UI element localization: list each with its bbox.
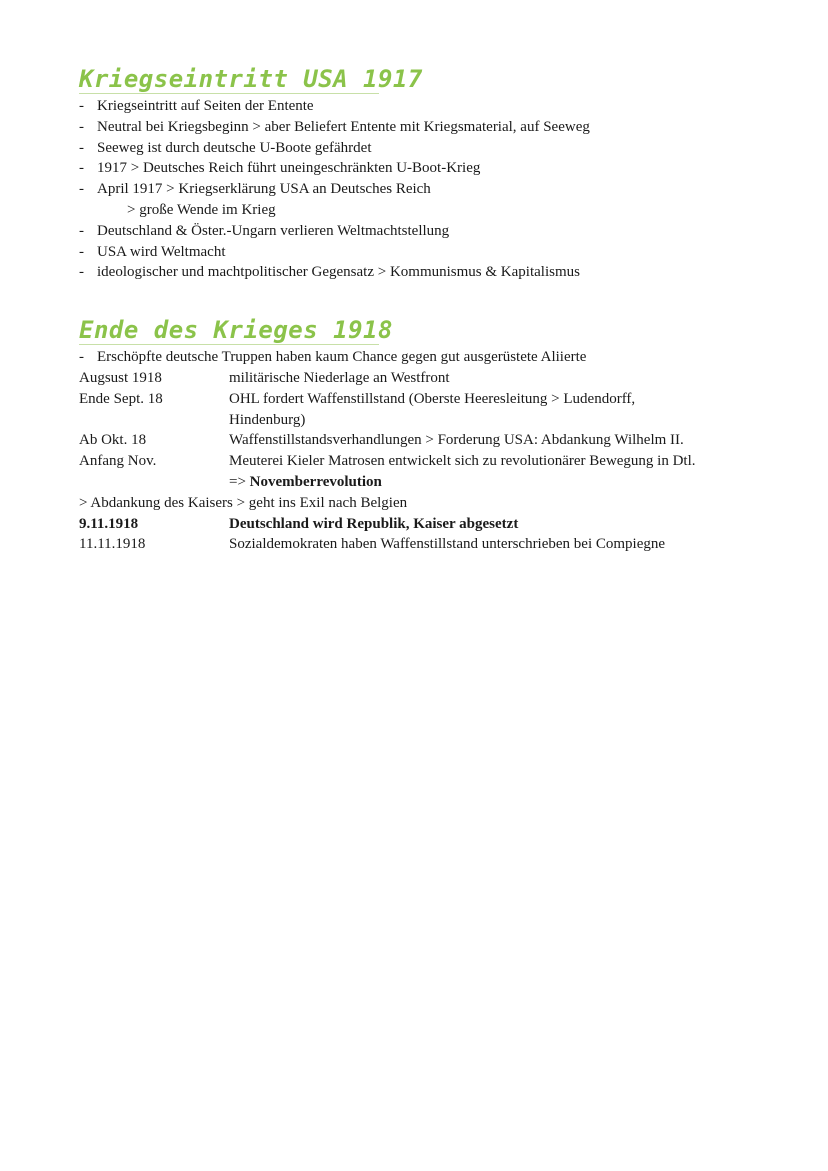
bullet-dash: - bbox=[79, 139, 84, 156]
bullet-text: USA wird Weltmacht bbox=[97, 243, 226, 260]
list-item bbox=[79, 117, 779, 138]
section2-heading: Ende des Krieges 1918 bbox=[79, 316, 393, 345]
timeline-row-republic bbox=[79, 514, 779, 535]
timeline-row bbox=[79, 451, 779, 493]
list-item bbox=[79, 96, 779, 117]
timeline-date: Ab Okt. 18 bbox=[79, 432, 147, 449]
section1-bullet-list-continued bbox=[79, 221, 779, 283]
bullet-text: Erschöpfte deutsche Truppen haben kaum Chance gegen gut ausgerüstete Aliierte bbox=[97, 349, 587, 366]
timeline-date: 9.11.1918 bbox=[79, 515, 139, 532]
bullet-dash: - bbox=[79, 181, 84, 198]
section-kriegseintritt bbox=[79, 62, 779, 283]
timeline-event: Sozialdemokraten haben Waffenstillstand unterschrieben bei Compiegne bbox=[229, 536, 666, 553]
timeline-row bbox=[79, 389, 779, 431]
list-item bbox=[79, 158, 779, 179]
timeline-row bbox=[79, 368, 779, 389]
list-item bbox=[79, 179, 779, 200]
timeline-event: OHL fordert Waffenstillstand (Oberste Heeresleitung > Ludendorff, bbox=[229, 390, 636, 407]
novemberrevolution-label: Novemberrevolution bbox=[249, 473, 382, 490]
list-item bbox=[79, 138, 779, 159]
list-item bbox=[79, 347, 779, 368]
bullet-text: Kriegseintritt auf Seiten der Entente bbox=[97, 98, 314, 114]
timeline-event: militärische Niederlage an Westfront bbox=[229, 369, 450, 386]
timeline-event: Deutschland wird Republik, Kaiser abgesetzt bbox=[229, 515, 519, 532]
timeline-event: Meuterei Kieler Matrosen entwickelt sich zu revolutionärer Bewegung in Dtl. bbox=[229, 453, 696, 470]
timeline-date: Augsust 1918 bbox=[79, 369, 162, 386]
bullet-text: 1917 > Deutsches Reich führt uneingeschränkten U-Boot-Krieg bbox=[97, 160, 481, 177]
list-item bbox=[79, 221, 779, 242]
bullet-dash: - bbox=[79, 118, 84, 135]
section1-heading: Kriegseintritt USA 1917 bbox=[79, 65, 423, 93]
timeline-event-block bbox=[229, 389, 779, 431]
bullet-text: April 1917 > Kriegserklärung USA an Deutsches Reich bbox=[97, 181, 431, 198]
list-item bbox=[79, 262, 779, 283]
bullet-dash: - bbox=[79, 160, 84, 177]
timeline-date: 11.11.1918 bbox=[79, 536, 146, 553]
timeline-date: Ende Sept. 18 bbox=[79, 390, 163, 407]
section-kriegsende bbox=[79, 313, 779, 555]
bullet-text: Deutschland & Öster.-Ungarn verlieren Weltmachtstellung bbox=[97, 222, 450, 239]
bullet-dash: - bbox=[79, 222, 84, 239]
timeline-date: Anfang Nov. bbox=[79, 453, 157, 470]
bullet-text: ideologischer und machtpolitischer Gegensatz > Kommunismus & Kapitalismus bbox=[97, 264, 580, 281]
timeline-event-block bbox=[229, 451, 779, 493]
abdankung-line: > Abdankung des Kaisers > geht ins Exil nach Belgien bbox=[79, 494, 408, 511]
list-item bbox=[79, 242, 779, 263]
bullet-text: Seeweg ist durch deutsche U-Boote gefährdet bbox=[97, 139, 372, 156]
bullet-dash: - bbox=[79, 349, 84, 366]
arrow-prefix: => bbox=[229, 473, 250, 490]
bullet-dash: - bbox=[79, 243, 84, 260]
bullet-dash: - bbox=[79, 98, 84, 114]
section2-bullet-list bbox=[79, 347, 779, 368]
section1-bullet-list bbox=[79, 96, 779, 200]
bullet-dash: - bbox=[79, 264, 84, 281]
timeline-event-continuation: Hindenburg) bbox=[229, 411, 306, 428]
timeline-event: Waffenstillstandsverhandlungen > Forderung USA: Abdankung Wilhelm II. bbox=[229, 432, 684, 449]
bullet-text: Neutral bei Kriegsbeginn > aber Beliefert Entente mit Kriegsmaterial, auf Seeweg bbox=[97, 118, 590, 135]
timeline-event-continuation bbox=[229, 472, 779, 493]
timeline-row bbox=[79, 430, 779, 451]
document-page bbox=[79, 62, 779, 555]
sub-line: > große Wende im Krieg bbox=[127, 201, 276, 218]
timeline-row-armistice bbox=[79, 534, 779, 555]
